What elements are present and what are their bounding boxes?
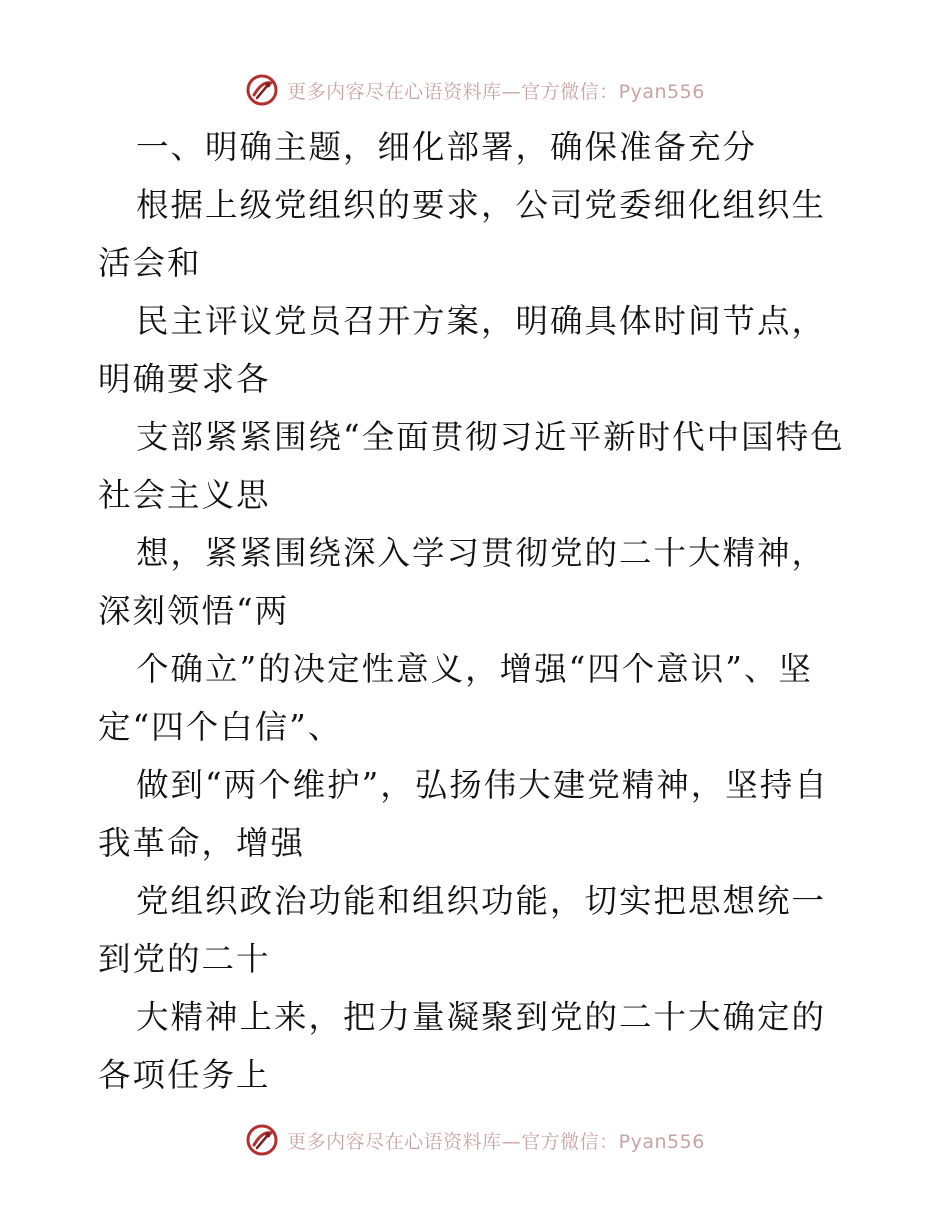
watermark-text: 更多内容尽在心语资料库—官方微信：Pyan556 (287, 1130, 705, 1153)
paragraph-1: 根据上级党组织的要求，公司党委细化组织生活会和 (98, 186, 827, 282)
paragraph-5: 个确立”的决定性意义，增强“四个意识”、坚定“四个白信”、 (98, 650, 813, 746)
paragraph-8: 大精神上来，把力量凝聚到党的二十大确定的各项任务上 (98, 998, 827, 1094)
footer-watermark (0, 1120, 950, 1160)
paragraph-7: 党组织政治功能和组织功能，切实把思想统一到党的二十 (98, 882, 827, 978)
paragraph-4: 想，紧紧围绕深入学习贯彻党的二十大精神，深刻领悟“两 (98, 534, 827, 630)
paragraph-3: 支部紧紧围绕“全面贯彻习近平新时代中国特色社会主义思 (98, 418, 845, 514)
paragraph-2: 民主评议党员召开方案，明确具体时间节点，明确要求各 (98, 302, 827, 398)
pen-swirl-logo-icon (245, 73, 279, 107)
paragraph-6: 做到“两个维护”，弘扬伟大建党精神，坚持自我革命，增强 (98, 766, 829, 862)
section-heading: 一、明确主题，细化部署，确保准备充分 (136, 128, 758, 166)
watermark-text: 更多内容尽在心语资料库—官方微信：Pyan556 (287, 80, 705, 103)
pen-swirl-logo-icon (245, 1123, 279, 1157)
header-watermark (0, 70, 950, 110)
document-body (98, 118, 858, 1104)
